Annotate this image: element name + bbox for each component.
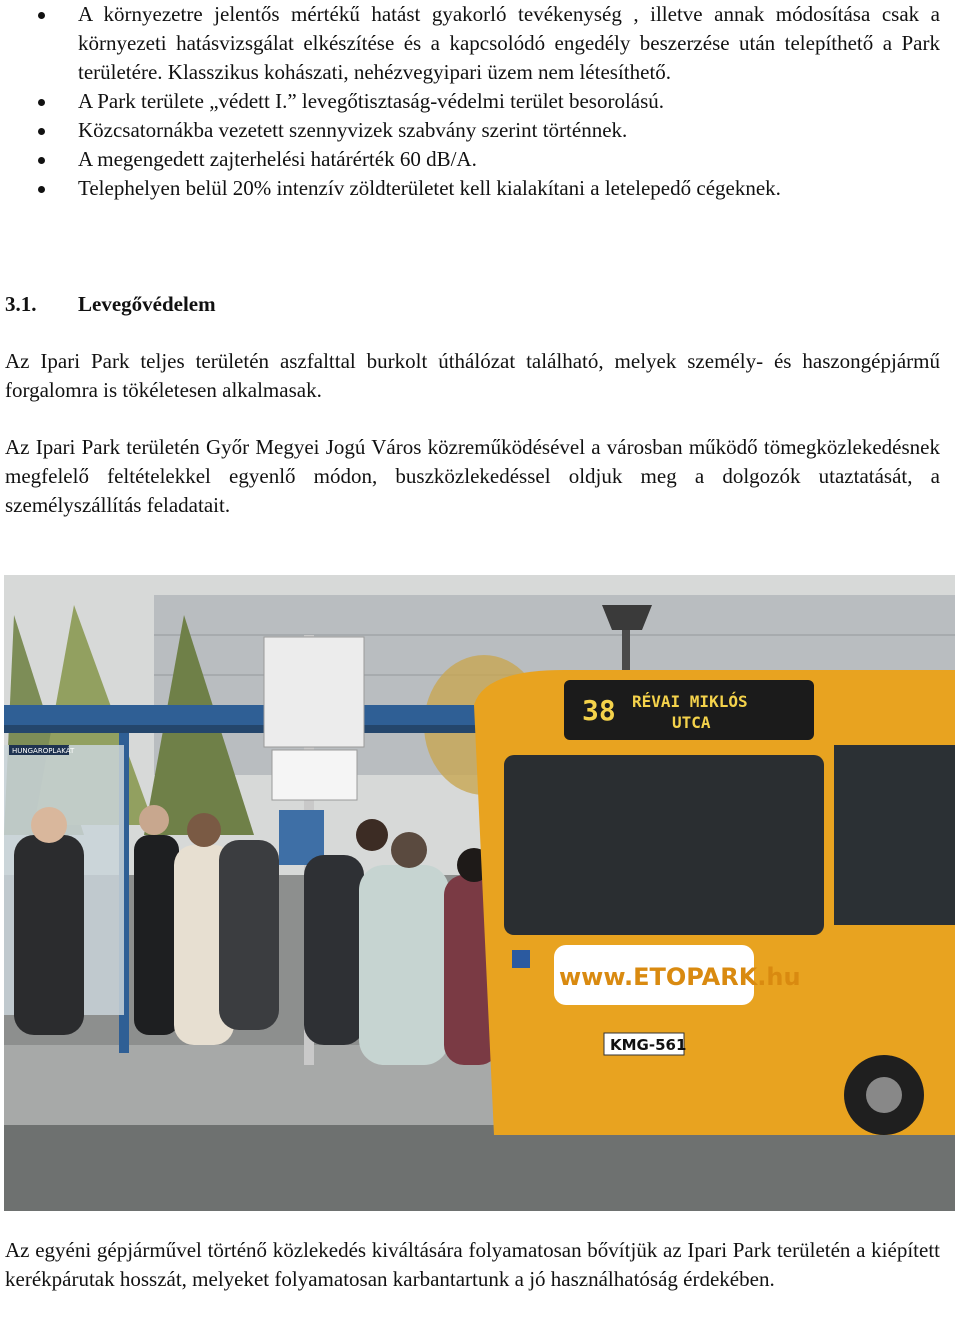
list-item: Közcsatornákba vezetett szennyvizek szabvány szerint történnek. bbox=[0, 116, 960, 145]
license-plate: KMG-561 bbox=[610, 1036, 687, 1054]
paragraph-cycle-paths: Az egyéni gépjárművel történő közlekedés kiváltására folyamatosan bővítjük az Ipari Park területén a kiépített kerékpárutak hosszát, melyeket folyamatosan karbantartunk a jó használhatóság érdekében. bbox=[5, 1238, 940, 1291]
bullet-icon bbox=[38, 128, 45, 135]
requirements-list bbox=[0, 0, 960, 203]
bullet-icon bbox=[38, 157, 45, 164]
section-heading bbox=[5, 290, 216, 319]
bus-route-number: 38 bbox=[582, 694, 616, 727]
road bbox=[4, 1125, 955, 1211]
bus-stop-illustration bbox=[4, 575, 955, 1211]
list-item: A Park területe „védett I.” levegőtisztaság-védelmi terület besorolású. bbox=[0, 87, 960, 116]
bus-stop-photo bbox=[4, 575, 955, 1211]
section-number: 3.1. bbox=[5, 292, 37, 316]
paragraph-roads: Az Ipari Park teljes területén aszfalttal burkolt úthálózat található, melyek személy- és haszongépjármű forgalomra is tökéletesen alkalmasak. bbox=[5, 349, 940, 402]
shelter-sign-text: HUNGAROPLAKÁT bbox=[12, 747, 75, 755]
paragraph-bus-service: Az Ipari Park területén Győr Megyei Jogú Város közreműködésével a városban működő tömegközlekedésnek megfelelő feltételekkel egyenlő módon, buszközlekedéssel oldjuk meg a dolgozók utaztatását, a személyszállítás feladatait. bbox=[5, 435, 940, 517]
bullet-icon bbox=[38, 186, 45, 193]
list-item: Telephelyen belül 20% intenzív zöldterületet kell kialakítani a letelepedő cégeknek. bbox=[0, 174, 960, 203]
yellow-bus bbox=[474, 670, 955, 1135]
bus-destination-line2: UTCA bbox=[672, 713, 711, 732]
bullet-icon bbox=[38, 12, 45, 19]
bullet-icon bbox=[38, 99, 45, 106]
section-title: Levegővédelem bbox=[78, 292, 216, 316]
bus-destination-line1: RÉVAI MIKLÓS bbox=[632, 692, 748, 711]
list-item: A megengedett zajterhelési határérték 60 dB/A. bbox=[0, 145, 960, 174]
list-item: A környezetre jelentős mértékű hatást gyakorló tevékenység , illetve annak módosítása csak a környezeti hatásvizsgálat elkészítése és a kapcsolódó engedély beszerzése után telepíthető a Park területére. Klasszikus kohászati, nehézvegyipari üzem nem létesíthető. bbox=[0, 0, 960, 87]
bus-advertisement: www.ETOPARK.hu bbox=[559, 963, 801, 991]
